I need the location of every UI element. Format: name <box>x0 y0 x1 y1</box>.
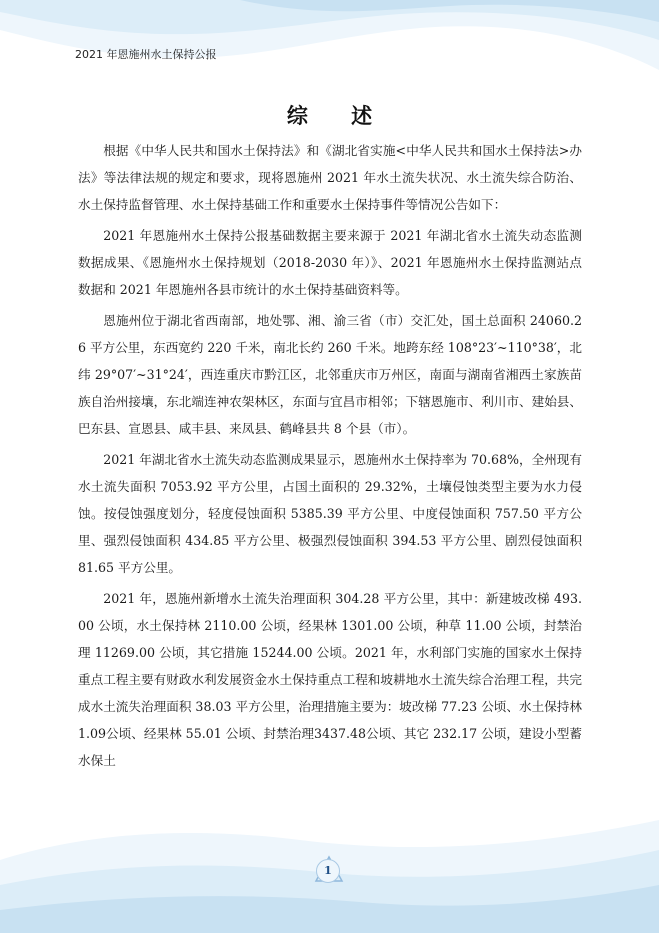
report-header-title: 2021 年恩施州水土保持公报 <box>75 48 217 61</box>
paragraph-erosion-status: 2021 年湖北省水土流失动态监测成果显示，恩施州水土保持率为 70.68%，全州现有水土流失面积 7053.92 平方公里，占国土面积的 29.32%，土壤侵蚀类型主要为水力侵蚀。按侵蚀强度划分，轻度侵蚀面积 5385.39 平方公里、中度侵蚀面积 757.50 平方公里、强烈侵蚀面积 434.85 平方公里、极强烈侵蚀面积 394.53 平方公里、剧烈侵蚀面积 81.65 平方公里。 <box>78 452 582 575</box>
page-number: 1 <box>316 859 340 883</box>
page-title: 综 述 <box>286 104 391 128</box>
paragraph-data-sources: 2021 年恩施州水土保持公报基础数据主要来源于 2021 年湖北省水土流失动态监测数据成果、《恩施州水土保持规划（2018-2030 年）》、2021 年恩施州水土保持监测站点数据和 2021 年恩施州各县市统计的水土保持基础资料等。 <box>78 228 582 297</box>
paragraph-intro: 根据《中华人民共和国水土保持法》和《湖北省实施<中华人民共和国水土保持法>办法》等法律法规的规定和要求，现将恩施州 2021 年水土流失状况、水土流失综合防治、水土保持监督管理、水土保持基础工作和重要水土保持事件等情况公告如下： <box>78 143 582 212</box>
page-number-badge <box>314 855 344 885</box>
paragraph-geography: 恩施州位于湖北省西南部，地处鄂、湘、渝三省（市）交汇处，国土总面积 24060.26 平方公里，东西宽约 220 千米，南北长约 260 千米。地跨东经 108°23′~110°38′，北纬 29°07′~31°24′，西连重庆市黔江区，北邻重庆市万州区，南面与湖南省湘西土家族苗族自治州接壤，东北端连神农架林区，东面与宜昌市相邻；下辖恩施市、利川市、建始县、巴东县、宣恩县、咸丰县、来凤县、鹤峰县共 8 个县（市）。 <box>78 313 582 436</box>
paragraph-erosion-control: 2021 年，恩施州新增水土流失治理面积 304.28 平方公里，其中：新建坡改梯 493.00 公顷，水土保持林 2110.00 公顷，经果林 1301.00 公顷，种草 11.00 公顷，封禁治理 11269.00 公顷，其它措施 15244.00 公顷。2021 年，水利部门实施的国家水土保持重点工程主要有财政水利发展资金水土保持重点工程和坡耕地水土流失综合治理工程，共完成水土流失治理面积 38.03 平方公里，治理措施主要为：坡改梯 77.23 公顷、水土保持林 1.09公顷、经果林 55.01 公顷、封禁治理3437.48公顷、其它 232.17 公顷，建设小型蓄水保土 <box>78 591 582 768</box>
body-text <box>78 137 582 778</box>
